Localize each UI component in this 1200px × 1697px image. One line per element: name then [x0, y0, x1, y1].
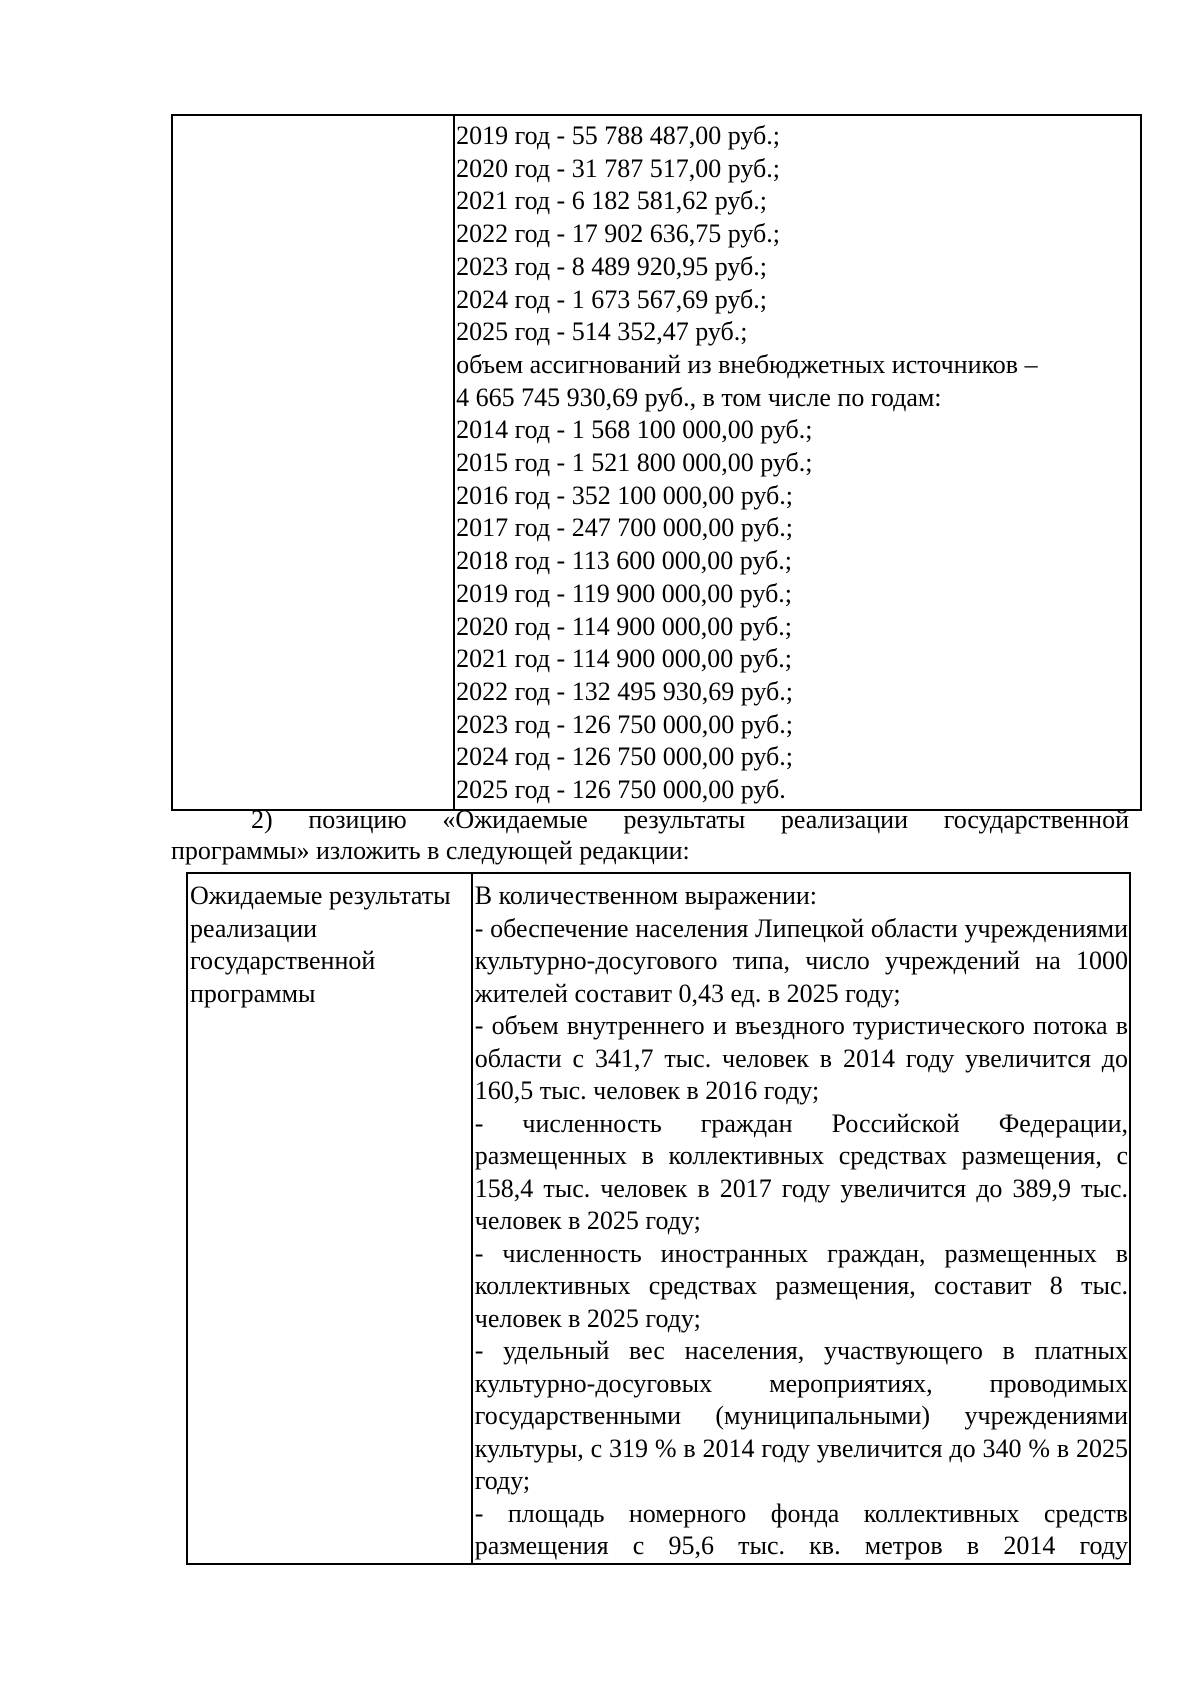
funding-line: 2017 год - 247 700 000,00 руб.;: [456, 513, 793, 543]
funding-line: 2023 год - 126 750 000,00 руб.;: [456, 709, 793, 739]
funding-line: 2016 год - 352 100 000,00 руб.;: [456, 480, 793, 510]
expected-results-table: [186, 872, 1131, 1565]
funding-line: 2025 год - 514 352,47 руб.;: [456, 317, 748, 347]
funding-line: 2022 год - 17 902 636,75 руб.;: [456, 219, 780, 249]
funding-line: 2020 год - 31 787 517,00 руб.;: [456, 153, 780, 183]
funding-line: 2019 год - 55 788 487,00 руб.;: [456, 121, 780, 150]
funding-table: [171, 114, 1142, 811]
results-heading: В количественном выражении:: [474, 881, 817, 910]
funding-line: 2020 год - 114 900 000,00 руб.;: [456, 611, 793, 641]
funding-line: 2019 год - 119 900 000,00 руб.;: [456, 578, 793, 608]
result-item: - площадь номерного фонда коллективных средств размещения с 95,6 тыс. кв. метров в 2014 году: [474, 1498, 1128, 1560]
table-row: [187, 873, 1130, 1564]
amendment-paragraph: [171, 804, 1129, 866]
paragraph-line: 2) позицию «Ожидаемые результаты реализации государственной: [251, 805, 1129, 834]
funding-line: 2025 год - 126 750 000,00 руб.: [456, 775, 786, 805]
funding-line: 2022 год - 132 495 930,69 руб.;: [456, 676, 793, 706]
results-content-cell: [472, 873, 1130, 1564]
result-item: - численность иностранных граждан, размещенных в коллективных средствах размещения, составит 8 тыс. человек в 2025 году;: [474, 1238, 1128, 1333]
paragraph-line: программы» изложить в следующей редакции:: [171, 836, 690, 865]
funding-line: 2024 год - 1 673 567,69 руб.;: [456, 284, 767, 314]
results-label-cell: [187, 873, 472, 1564]
result-item: - объем внутреннего и въездного туристического потока в области с 341,7 тыс. человек в 2014 году увеличится до 160,5 тыс. человек в 2016 году;: [474, 1011, 1128, 1105]
funding-values-cell: [454, 115, 1141, 810]
funding-label-cell: [172, 115, 454, 810]
funding-line: 2018 год - 113 600 000,00 руб.;: [456, 546, 793, 576]
result-item: - обеспечение населения Липецкой области учреждениями культурно-досугового типа, число учреждений на 1000 жителей составит 0,43 ед. в 2025 году;: [474, 913, 1128, 1008]
funding-line: 2021 год - 6 182 581,62 руб.;: [456, 186, 767, 216]
results-label: Ожидаемые результаты реализации государственной программы: [190, 881, 451, 1008]
funding-line: 2014 год - 1 568 100 000,00 руб.;: [456, 415, 813, 445]
funding-list: [455, 120, 1140, 807]
result-item: - удельный вес населения, участвующего в платных культурно-досуговых мероприятиях, проводимых государственными (муниципальными) учреждениями культуры, с 319 % в 2014 году увеличится до 340 % в 2025 году;: [474, 1336, 1128, 1495]
results-list: [475, 913, 1128, 1563]
funding-line: 2015 год - 1 521 800 000,00 руб.;: [456, 448, 813, 478]
funding-line: 4 665 745 930,69 руб., в том числе по годам:: [456, 382, 942, 412]
funding-line: 2023 год - 8 489 920,95 руб.;: [456, 251, 767, 281]
funding-line: 2024 год - 126 750 000,00 руб.;: [456, 742, 793, 772]
funding-line: 2021 год - 114 900 000,00 руб.;: [456, 644, 793, 674]
table-row: [172, 115, 1141, 810]
funding-line: объем ассигнований из внебюджетных источников –: [456, 349, 1038, 379]
result-item: - численность граждан Российской Федерации, размещенных в коллективных средствах размещения, с 158,4 тыс. человек в 2017 году увеличится до 389,9 тыс. человек в 2025 году;: [474, 1108, 1128, 1235]
